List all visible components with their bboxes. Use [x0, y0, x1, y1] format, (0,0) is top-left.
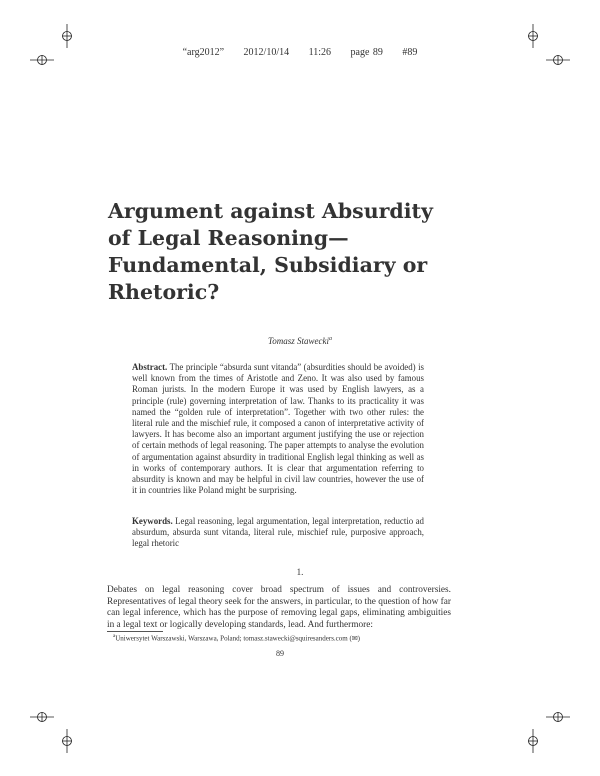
footnote-rule	[107, 631, 163, 632]
running-header	[0, 47, 600, 58]
header-label: “arg2012”	[182, 47, 225, 58]
title-line: Fundamental, Subsidiary or	[108, 253, 428, 277]
author-affiliation-marker: a	[328, 336, 332, 342]
abstract	[132, 362, 424, 496]
footnote-text: Uniwersytet Warszawski, Warszawa, Poland; tomasz.stawecki@squiresanders.com (✉)	[115, 634, 361, 643]
keywords-text: Legal reasoning, legal argumentation, legal interpretation, reductio ad absurdum, absurda sunt vitanda, literal rule, mischief rule, purposive approach, legal rhetoric	[132, 516, 424, 549]
crop-mark-bottom-left-vertical	[55, 729, 79, 753]
section-number: 1.	[296, 567, 304, 577]
body-paragraph: Debates on legal reasoning cover broad spectrum of issues and controversies. Representatives of legal theory seek for the answers, in particular, to the question of how far can legal inference, which has the purpose of removing legal gaps, eliminating ambiguities in a legal text or logically developing standards, lead. And furthermore:	[107, 585, 451, 630]
paper-title	[108, 198, 468, 306]
header-page: page 89	[350, 47, 383, 58]
footnote	[113, 634, 453, 642]
footnote-marker: a	[113, 634, 116, 639]
author-name: Tomasz Stawecki	[268, 336, 329, 346]
page-number: 89	[276, 649, 284, 658]
header-time: 11:26	[308, 47, 332, 58]
title-line: of Legal Reasoning—	[108, 226, 349, 250]
crop-mark-top-right-vertical	[521, 24, 545, 48]
header-hash: #89	[402, 47, 418, 58]
abstract-text: The principle “absurda sunt vitanda” (absurdities should be avoided) is well known from the times of Aristotle and Zeno. It was also used by famous Roman jurists. In the modern Europe it was used by English lawyers, as a principle (rule) governing interpretation of law. Thanks to its practicality it was named the “golden rule of interpretation”. Together with two other rules: the literal rule and the mischief rule, it composed a canon of interpretative activity of lawyers. It has become also an important argument justifying the use or rejection of certain methods of legal reasoning. The paper attempts to analyse the evolution of argumentation against absurdity in traditional English legal thinking as well as in works of contemporary authors. It is clear that argumentation referring to absurdity is known and may be helpful in civil law countries, however the use of it in countries like Poland might be surprising.	[132, 362, 424, 496]
abstract-label: Abstract.	[132, 362, 168, 372]
author-line	[0, 336, 600, 346]
keywords	[132, 516, 424, 550]
crop-mark-bottom-left-horizontal	[30, 705, 54, 729]
title-line: Rhetoric?	[108, 280, 220, 304]
header-date: 2012/10/14	[243, 47, 290, 58]
keywords-label: Keywords.	[132, 516, 173, 526]
crop-mark-top-left-vertical	[55, 24, 79, 48]
crop-mark-bottom-right-horizontal	[546, 705, 570, 729]
title-line: Argument against Absurdity	[108, 199, 433, 223]
crop-mark-bottom-right-vertical	[521, 729, 545, 753]
